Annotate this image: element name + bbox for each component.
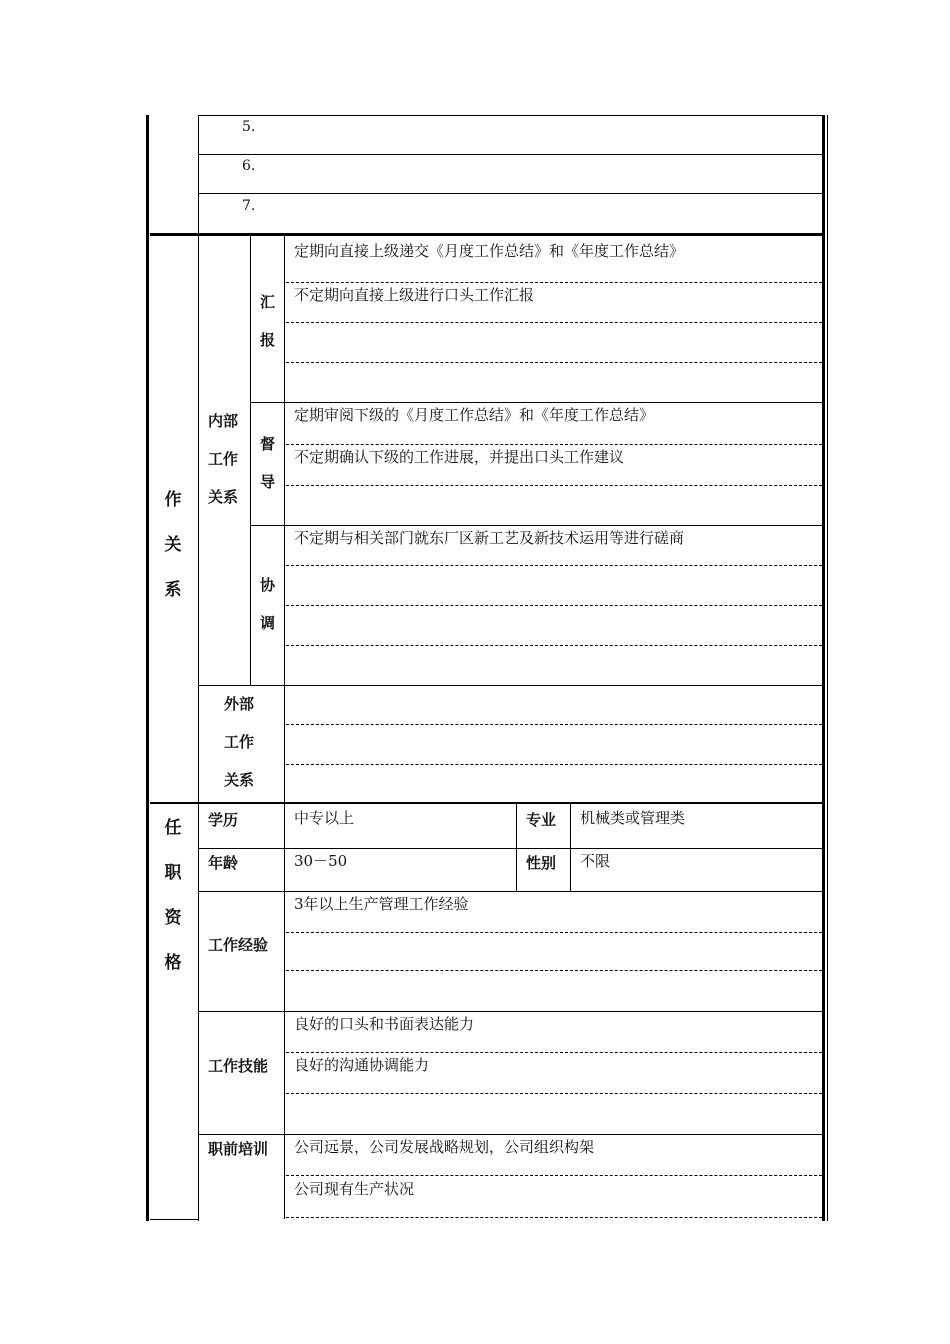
frame-right-border [822,115,825,1221]
top-item-6: 6. [242,158,256,174]
report-line-1: 定期向直接上级递交《月度工作总结》和《年度工作总结》 [294,242,685,260]
experience-label: 工作经验 [208,936,269,954]
age-label: 年龄 [208,854,239,872]
report-label: 汇 报 [260,293,276,349]
dash-line [286,645,822,646]
report-bottom-line [250,402,822,403]
gender-label: 性别 [526,854,557,872]
dash-line [286,1217,822,1218]
gender-value: 不限 [580,852,611,870]
skills-line-1: 良好的口头和书面表达能力 [294,1015,475,1033]
external-relations-label: 外部 工作 关系 [224,695,255,789]
top-item-7: 7. [242,198,256,214]
dash-line [286,764,822,765]
dash-line [286,724,822,725]
supervise-line-1: 定期审阅下级的《月度工作总结》和《年度工作总结》 [294,406,655,424]
dash-line [286,565,822,566]
skills-line-2: 良好的沟通协调能力 [294,1056,430,1074]
report-line-2: 不定期向直接上级进行口头工作汇报 [294,286,535,304]
top-row-divider [198,154,822,155]
row-divider [198,848,822,849]
section-col-divider [198,115,199,1221]
skills-label: 工作技能 [208,1057,269,1075]
supervise-line-2: 不定期确认下级的工作进展，并提出口头工作建议 [294,448,625,466]
dash-line [286,282,822,283]
dash-line [286,932,822,933]
top-item-5: 5. [242,119,256,135]
training-label: 职前培训 [208,1140,269,1158]
internal-relations-label: 内部 工作 关系 [208,412,239,506]
training-line-1: 公司远景，公司发展战略规划，公司组织构架 [294,1138,595,1156]
dash-line [286,1175,822,1176]
education-label: 学历 [208,811,239,829]
table-bottom-line [150,1219,198,1220]
internal-sub-divider [250,236,251,685]
dash-line [286,1093,822,1094]
education-value: 中专以上 [294,809,355,827]
dash-line [286,444,822,445]
supervise-bottom-line [250,525,822,526]
row-divider [198,1011,822,1012]
dash-line [286,485,822,486]
qualification-section-label: 任 职 资 格 [164,818,182,973]
row-divider [198,891,822,892]
coordinate-label: 协 调 [260,576,276,632]
relations-section-label: 作 关 系 [164,490,182,600]
row-divider [198,1134,822,1135]
frame-right-inner-line [827,115,828,1221]
training-line-2: 公司现有生产状况 [294,1180,415,1198]
dash-line [286,605,822,606]
frame-left-border [146,115,149,1221]
dash-line [286,970,822,971]
major-label: 专业 [526,811,557,829]
dash-line [286,362,822,363]
supervise-label: 督 导 [260,435,276,491]
internal-bottom-line [198,685,822,686]
experience-line-1: 3年以上生产管理工作经验 [294,895,469,913]
table-top-line [198,115,822,116]
top-row-divider [198,193,822,194]
relations-section-bottom [150,802,822,804]
dash-line [286,1052,822,1053]
age-value: 30－50 [294,852,348,870]
coordinate-line-1: 不定期与相关部门就东厂区新工艺及新技术运用等进行磋商 [294,529,685,547]
dash-line [286,322,822,323]
major-value: 机械类或管理类 [580,809,686,827]
content-col-divider [284,236,285,1219]
